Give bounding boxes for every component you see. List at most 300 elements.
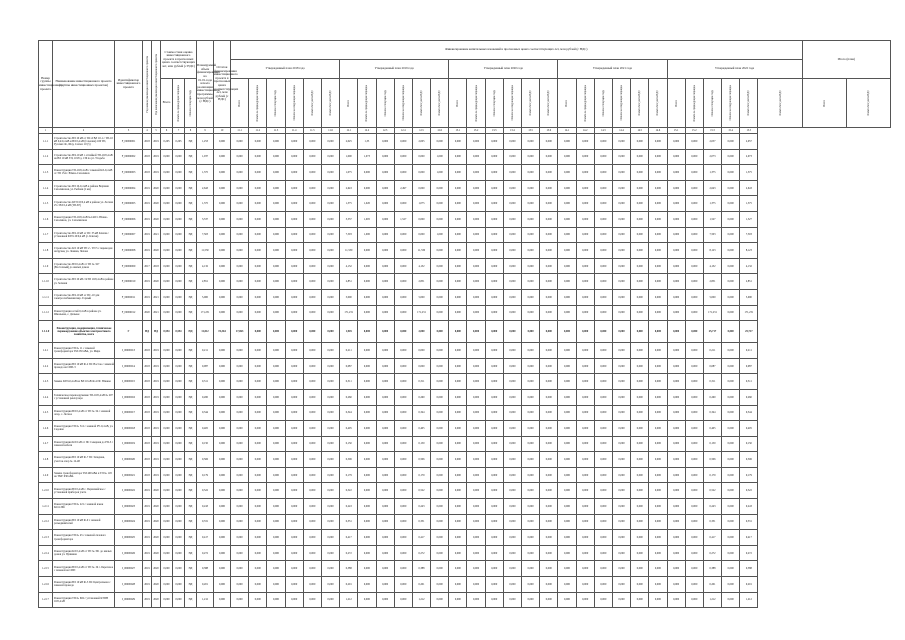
row-start-year: 2018	[143, 134, 152, 150]
row-value: 2,851	[703, 274, 721, 290]
row-value: 0,000	[376, 530, 394, 546]
row-value: 0,000	[358, 243, 376, 259]
row-value: 0,000	[467, 452, 485, 468]
row-value: 0,000	[649, 358, 667, 374]
row-value: 0,000	[358, 305, 376, 321]
row-start-year: 2019	[143, 577, 152, 593]
row-value: 0,000	[214, 561, 231, 577]
row-end-year: 2019	[152, 149, 161, 165]
row-value: 0,000	[631, 577, 649, 593]
column-number: 1	[39, 128, 53, 134]
row-value: 0,000	[249, 514, 267, 530]
row-value: 0,000	[612, 343, 630, 359]
row-value: 0,000	[649, 180, 667, 196]
row-value: 0,000	[576, 227, 594, 243]
row-number: 1.1.1	[39, 134, 53, 150]
header-year-1-col-4	[285, 79, 303, 128]
row-end-year: 2019	[152, 343, 161, 359]
row-number: 1.1.2.0	[39, 321, 53, 343]
row-value: 0,000	[267, 358, 285, 374]
header-year-4-col-3-label: Оплата в текущем году	[601, 89, 605, 117]
row-value: 0,000	[358, 274, 376, 290]
row-number: 1.2.13	[39, 530, 53, 546]
row-project-id: I_00000023	[115, 499, 143, 515]
row-number: 1.1.3	[39, 165, 53, 181]
row-value: 0,000	[161, 289, 173, 305]
table-row	[39, 530, 891, 546]
header-year-3-col-1-label: Всего	[456, 99, 460, 107]
row-value: 0,000	[594, 452, 612, 468]
row-value: 0,000	[303, 577, 321, 593]
row-value: 2,073	[740, 149, 758, 165]
header-year-4-col-6	[649, 79, 667, 128]
row-value: 0,000	[522, 545, 540, 561]
column-number: 12.4	[394, 128, 412, 134]
row-value: 0,000	[249, 545, 267, 561]
row-value: 0,405	[740, 421, 758, 437]
row-value: 1,000	[431, 149, 449, 165]
row-value: 0,000	[214, 452, 231, 468]
row-value: 0,000	[394, 274, 412, 290]
row-value: 0,000	[685, 358, 703, 374]
header-group-number: Номер группы инвестиционного проекта	[39, 41, 53, 128]
row-value: 0,000	[231, 421, 249, 437]
row-value: 0,405	[703, 421, 721, 437]
row-project-name: Строительство КТП 10/0,4 кВ в районе ул. Лесная 25 с ВЛ 0,4 кВ (ТП-Б7)	[53, 196, 115, 212]
row-value: 0,000	[576, 483, 594, 499]
row-value: 0,000	[522, 165, 540, 181]
row-value: 0,000	[303, 421, 321, 437]
row-value: 0,000	[522, 343, 540, 359]
row-value: 0,000	[285, 405, 303, 421]
row-value: 0,000	[394, 467, 412, 483]
row-value: 0,311	[740, 374, 758, 390]
row-value: 0,000	[649, 514, 667, 530]
row-value: 0,000	[667, 243, 685, 259]
row-value: 0,000	[394, 514, 412, 530]
row-value: 0,000	[376, 467, 394, 483]
table-row	[39, 592, 891, 608]
row-value: 0,000	[173, 165, 185, 181]
row-value: 0,000	[631, 321, 649, 343]
row-value: 0,000	[394, 405, 412, 421]
header-year-5-col-4	[722, 79, 740, 128]
row-value: 0,000	[576, 467, 594, 483]
row-value: 0,506	[412, 452, 430, 468]
row-value: 0,522	[740, 483, 758, 499]
row-value: 0,000	[540, 165, 558, 181]
row-value: 0,000	[161, 545, 173, 561]
row-value: 0,000	[173, 305, 185, 321]
row-value: 0,000	[431, 483, 449, 499]
row-project-name: Замена трансформатора ТМ 400 кВА в ТП № 118 на ТМГ 630 кВА	[53, 467, 115, 483]
row-value: 0,000	[449, 389, 467, 405]
row-value: 0,000	[685, 467, 703, 483]
row-value: 0,000	[612, 592, 630, 608]
row-value: 0,000	[231, 592, 249, 608]
row-value: 0,000	[431, 289, 449, 305]
row-value: 0,000	[594, 530, 612, 546]
row-value: 0,000	[321, 227, 339, 243]
row-value: 0,000	[594, 405, 612, 421]
row-value: 0,000	[594, 243, 612, 259]
row-value: 0,000	[321, 374, 339, 390]
row-value: 0,000	[649, 134, 667, 150]
table-row	[39, 211, 891, 227]
row-value: 0,000	[249, 289, 267, 305]
header-year-3-col-5	[522, 79, 540, 128]
row-value: 2,851	[340, 274, 358, 290]
row-value: 0,000	[249, 374, 267, 390]
row-value: 0,000	[667, 149, 685, 165]
row-value: 0,000	[431, 321, 449, 343]
row-value: 0,000	[358, 499, 376, 515]
row-value: 0,000	[594, 258, 612, 274]
row-value: 0,000	[685, 436, 703, 452]
row-value: 0,000	[667, 499, 685, 515]
row-value: 0,000	[285, 561, 303, 577]
row-value: 0,522	[703, 483, 721, 499]
row-value: 0,000	[376, 134, 394, 150]
row-value: 0,311	[197, 374, 214, 390]
row-value: 0,000	[249, 149, 267, 165]
row-value: 0,000	[214, 243, 231, 259]
row-end-year: 2020	[152, 530, 161, 546]
row-value: 0,000	[722, 545, 740, 561]
row-value: 0,211	[703, 343, 721, 359]
row-value: 0,000	[449, 165, 467, 181]
row-value: 0,000	[631, 421, 649, 437]
row-value: 0,000	[249, 530, 267, 546]
row-value: 0,000	[594, 483, 612, 499]
row-value: 0,000	[467, 483, 485, 499]
row-value: 0,000	[431, 211, 449, 227]
row-value: 1,212	[340, 592, 358, 608]
row-value: 0,000	[412, 343, 430, 359]
row-value: 0,000	[503, 467, 521, 483]
header-project-name: Наименование инвестиционного проекта (группы инвестиционных проектов)	[53, 41, 115, 128]
row-value: 0,000	[649, 196, 667, 212]
row-value: 0,000	[722, 196, 740, 212]
row-value: 0,000	[558, 343, 576, 359]
row-value: 0,000	[594, 305, 612, 321]
row-value: 0,272	[197, 545, 214, 561]
row-value: 0,000	[321, 483, 339, 499]
row-start-year: 2019	[143, 499, 152, 515]
row-value: 0,000	[449, 134, 467, 150]
column-number: 8	[185, 128, 197, 134]
row-end-year: 2018	[152, 258, 161, 274]
row-value: 0,000	[576, 165, 594, 181]
column-number: 12.1	[340, 128, 358, 134]
row-start-year: 2018	[143, 436, 152, 452]
row-value: 0,000	[631, 305, 649, 321]
column-number: 14.2	[576, 128, 594, 134]
row-value: 0,000	[267, 421, 285, 437]
row-value: 0,000	[576, 592, 594, 608]
row-value: 0,000	[449, 289, 467, 305]
column-number: 5	[152, 128, 161, 134]
row-value: 0,000	[161, 211, 173, 227]
row-value: 0,388	[197, 561, 214, 577]
row-value: 0,000	[376, 545, 394, 561]
row-value: 0,000	[667, 514, 685, 530]
row-value: 0,000	[522, 577, 540, 593]
row-value: 2,643	[703, 180, 721, 196]
row-value: 0,000	[303, 545, 321, 561]
header-year-1-col-1-label: Всего	[238, 99, 242, 107]
row-value: НД	[185, 452, 197, 468]
row-value: 0,000	[722, 577, 740, 593]
row-value: 0,000	[321, 321, 339, 343]
header-year-1: Утвержденный план 2018 года	[231, 60, 340, 79]
row-value: 0,311	[703, 374, 721, 390]
row-value: 0,000	[231, 149, 249, 165]
row-value: 1,527	[394, 211, 412, 227]
row-project-name: Строительство ВЛ 10 кВ с КТП 10/0,4 кВ в районе ул. Зеленая	[53, 274, 115, 290]
row-value: 0,000	[267, 389, 285, 405]
row-value: 0,000	[722, 165, 740, 181]
header-year-4-col-1	[558, 79, 576, 128]
row-value: 0,417	[340, 530, 358, 546]
row-value: 0,000	[431, 374, 449, 390]
row-value: 2,000	[412, 321, 430, 343]
row-value: 0,000	[173, 343, 185, 359]
row-value: 0,000	[485, 561, 503, 577]
row-value: 0,000	[394, 561, 412, 577]
row-project-id: F_00000001	[115, 134, 143, 150]
row-value: 0,000	[722, 358, 740, 374]
row-value: 0,000	[649, 343, 667, 359]
column-number: 13.6	[540, 128, 558, 134]
row-project-name: Реконструкция ВЛ 10 кВ Ф-9 с заменой разъединителей	[53, 514, 115, 530]
row-value: 0,000	[685, 389, 703, 405]
row-value: 0,000	[631, 180, 649, 196]
row-value: 0,000	[214, 421, 231, 437]
row-value: 0,000	[558, 165, 576, 181]
row-value: 0,000	[303, 274, 321, 290]
row-value: 0,000	[649, 274, 667, 290]
row-value: 0,000	[631, 545, 649, 561]
row-value: 0,000	[685, 421, 703, 437]
row-value: 0,000	[303, 227, 321, 243]
row-value: 0,000	[161, 514, 173, 530]
table-row	[39, 258, 891, 274]
row-value: 0,000	[558, 514, 576, 530]
row-value: 0,000	[540, 389, 558, 405]
row-value: 0,000	[503, 436, 521, 452]
row-value: 0,000	[522, 258, 540, 274]
row-value: 0,295	[173, 134, 185, 150]
column-number: 15.5	[740, 128, 758, 134]
row-value: 0,000	[649, 421, 667, 437]
row-value: 0,000	[631, 227, 649, 243]
row-project-id: I_00000022	[115, 483, 143, 499]
row-value: 0,000	[285, 389, 303, 405]
row-value: 0,000	[231, 305, 249, 321]
table-header	[39, 41, 891, 134]
row-value: 2,643	[197, 180, 214, 196]
header-year-3-col-2-label: Оплата за предыдущие периоды	[474, 84, 478, 122]
row-value: 0,000	[667, 343, 685, 359]
row-value: 0,000	[503, 243, 521, 259]
row-value: 0,000	[431, 358, 449, 374]
row-project-name: Реконструкция КЛ 6 кВ от ПС Северная до РП-3 с заменой кабеля	[53, 436, 115, 452]
row-value: 0,000	[321, 436, 339, 452]
row-value: 0,000	[685, 321, 703, 343]
row-value: 0,000	[576, 452, 594, 468]
row-value: 2,497	[394, 180, 412, 196]
row-number: 1.2.16	[39, 577, 53, 593]
row-value: 0,000	[321, 305, 339, 321]
row-value: 0,000	[485, 180, 503, 196]
row-value: 0,000	[558, 499, 576, 515]
row-value: 0,000	[467, 545, 485, 561]
row-number: 1.1.12	[39, 305, 53, 321]
row-end-year: 2020	[152, 545, 161, 561]
row-value: 0,331	[703, 514, 721, 530]
row-number: 1.2.5	[39, 405, 53, 421]
row-value: 0,000	[576, 436, 594, 452]
row-value: 0,000	[173, 436, 185, 452]
row-value: 0,000	[631, 405, 649, 421]
row-value: 0,000	[594, 343, 612, 359]
table-row	[39, 243, 891, 259]
row-value: 0,000	[231, 389, 249, 405]
row-value: 0,000	[173, 561, 185, 577]
row-value: 0,000	[214, 258, 231, 274]
row-value: 0,000	[503, 405, 521, 421]
row-value: 0,000	[576, 243, 594, 259]
row-value: 0,000	[685, 243, 703, 259]
row-value: 0,000	[467, 134, 485, 150]
row-value: 0,000	[649, 483, 667, 499]
table-row	[39, 343, 891, 359]
row-value: 0,000	[449, 561, 467, 577]
row-value: 0,000	[685, 499, 703, 515]
row-value: 0,000	[285, 358, 303, 374]
row-value: 0,000	[667, 467, 685, 483]
row-value: 0,000	[303, 514, 321, 530]
row-value: 0,000	[540, 577, 558, 593]
row-value: 0,000	[558, 134, 576, 150]
row-value: 0,331	[197, 514, 214, 530]
row-value: 0,000	[161, 149, 173, 165]
row-value: 1,037	[197, 149, 214, 165]
row-value: 0,000	[321, 452, 339, 468]
row-value: 1,073	[358, 149, 376, 165]
row-value: 0,000	[173, 545, 185, 561]
header-year-4: Утвержденный план 2021 года	[558, 60, 667, 79]
row-value: 1,075	[412, 196, 430, 212]
row-value: НД	[185, 436, 197, 452]
row-start-year: 2018	[143, 452, 152, 468]
row-start-year: 2018	[143, 165, 152, 181]
row-number: 1.2.9	[39, 467, 53, 483]
row-value: 0,000	[231, 467, 249, 483]
row-project-name: Реконструкция ВЛ 0,4 кВ от ТП № 34 с заменой опор, с. Лесное	[53, 405, 115, 421]
row-value: 0,000	[394, 149, 412, 165]
row-value: НД	[185, 421, 197, 437]
row-value: НД	[185, 165, 197, 181]
row-value: 0,000	[214, 483, 231, 499]
row-value: 0,000	[449, 321, 467, 343]
header-year-3-col-3-label: Оплата в текущем году	[492, 89, 496, 117]
column-number: 14.1	[558, 128, 576, 134]
row-value: 0,000	[376, 305, 394, 321]
row-value: 0,000	[285, 274, 303, 290]
header-year-2-col-6-label: Оплата без учета НДС	[438, 90, 442, 116]
column-number: 14.3	[594, 128, 612, 134]
row-value: 0,000	[303, 343, 321, 359]
row-value: 0,000	[503, 289, 521, 305]
row-value: 0,087	[340, 358, 358, 374]
row-value: 0,000	[285, 577, 303, 593]
row-value: 4,132	[703, 258, 721, 274]
row-start-year: 2018	[143, 358, 152, 374]
row-value: 0,000	[214, 389, 231, 405]
row-value: 0,000	[285, 452, 303, 468]
row-value: 0,000	[431, 436, 449, 452]
row-value: 0,000	[214, 227, 231, 243]
row-value: 0,000	[376, 358, 394, 374]
row-value: 0,000	[522, 421, 540, 437]
row-value: 0,000	[321, 274, 339, 290]
row-value: 0,000	[394, 134, 412, 150]
row-value: 0,260	[703, 389, 721, 405]
row-value: 0,000	[285, 483, 303, 499]
row-project-name: Строительство ВЛ 10-0,4 кВ в районе Верхняя Сахалинская, ул. Рыбная (2 км)	[53, 180, 115, 196]
row-value: 0,000	[485, 467, 503, 483]
row-value: 0,000	[540, 227, 558, 243]
row-value: 0,000	[467, 405, 485, 421]
row-value: 0,000	[249, 405, 267, 421]
row-value: 0,000	[376, 405, 394, 421]
row-value: 2,025	[340, 134, 358, 150]
row-value: 0,000	[485, 196, 503, 212]
row-value: 0,000	[667, 389, 685, 405]
row-value: 0,000	[376, 149, 394, 165]
row-value: 0,243	[340, 499, 358, 515]
row-project-id: I_00000015	[115, 374, 143, 390]
row-value: 0,000	[522, 452, 540, 468]
row-value: НД	[185, 499, 197, 515]
row-value: 0,000	[431, 196, 449, 212]
row-value: НД	[185, 467, 197, 483]
row-value: 0,000	[558, 405, 576, 421]
row-value: 0,000	[161, 499, 173, 515]
row-value: 1,212	[197, 592, 214, 608]
row-value: 0,000	[503, 258, 521, 274]
row-value: 2,005	[412, 134, 430, 150]
header-year-1-col-5	[303, 79, 321, 128]
row-value: 0,000	[394, 530, 412, 546]
header-total-plan: Итого (план)	[802, 41, 890, 79]
row-value: 0,000	[649, 258, 667, 274]
row-value: 0,000	[667, 374, 685, 390]
header-year-4-col-4	[612, 79, 630, 128]
row-value: 0,000	[558, 467, 576, 483]
row-value: 0,000	[503, 592, 521, 608]
row-value: 0,000	[231, 196, 249, 212]
column-number: 11.2	[249, 128, 267, 134]
row-start-year: 2018	[143, 467, 152, 483]
row-value: 0,000	[449, 467, 467, 483]
row-value: 0,000	[376, 577, 394, 593]
row-value: 0,000	[540, 343, 558, 359]
row-value: 0,000	[214, 134, 231, 150]
row-value: 0,000	[540, 321, 558, 343]
